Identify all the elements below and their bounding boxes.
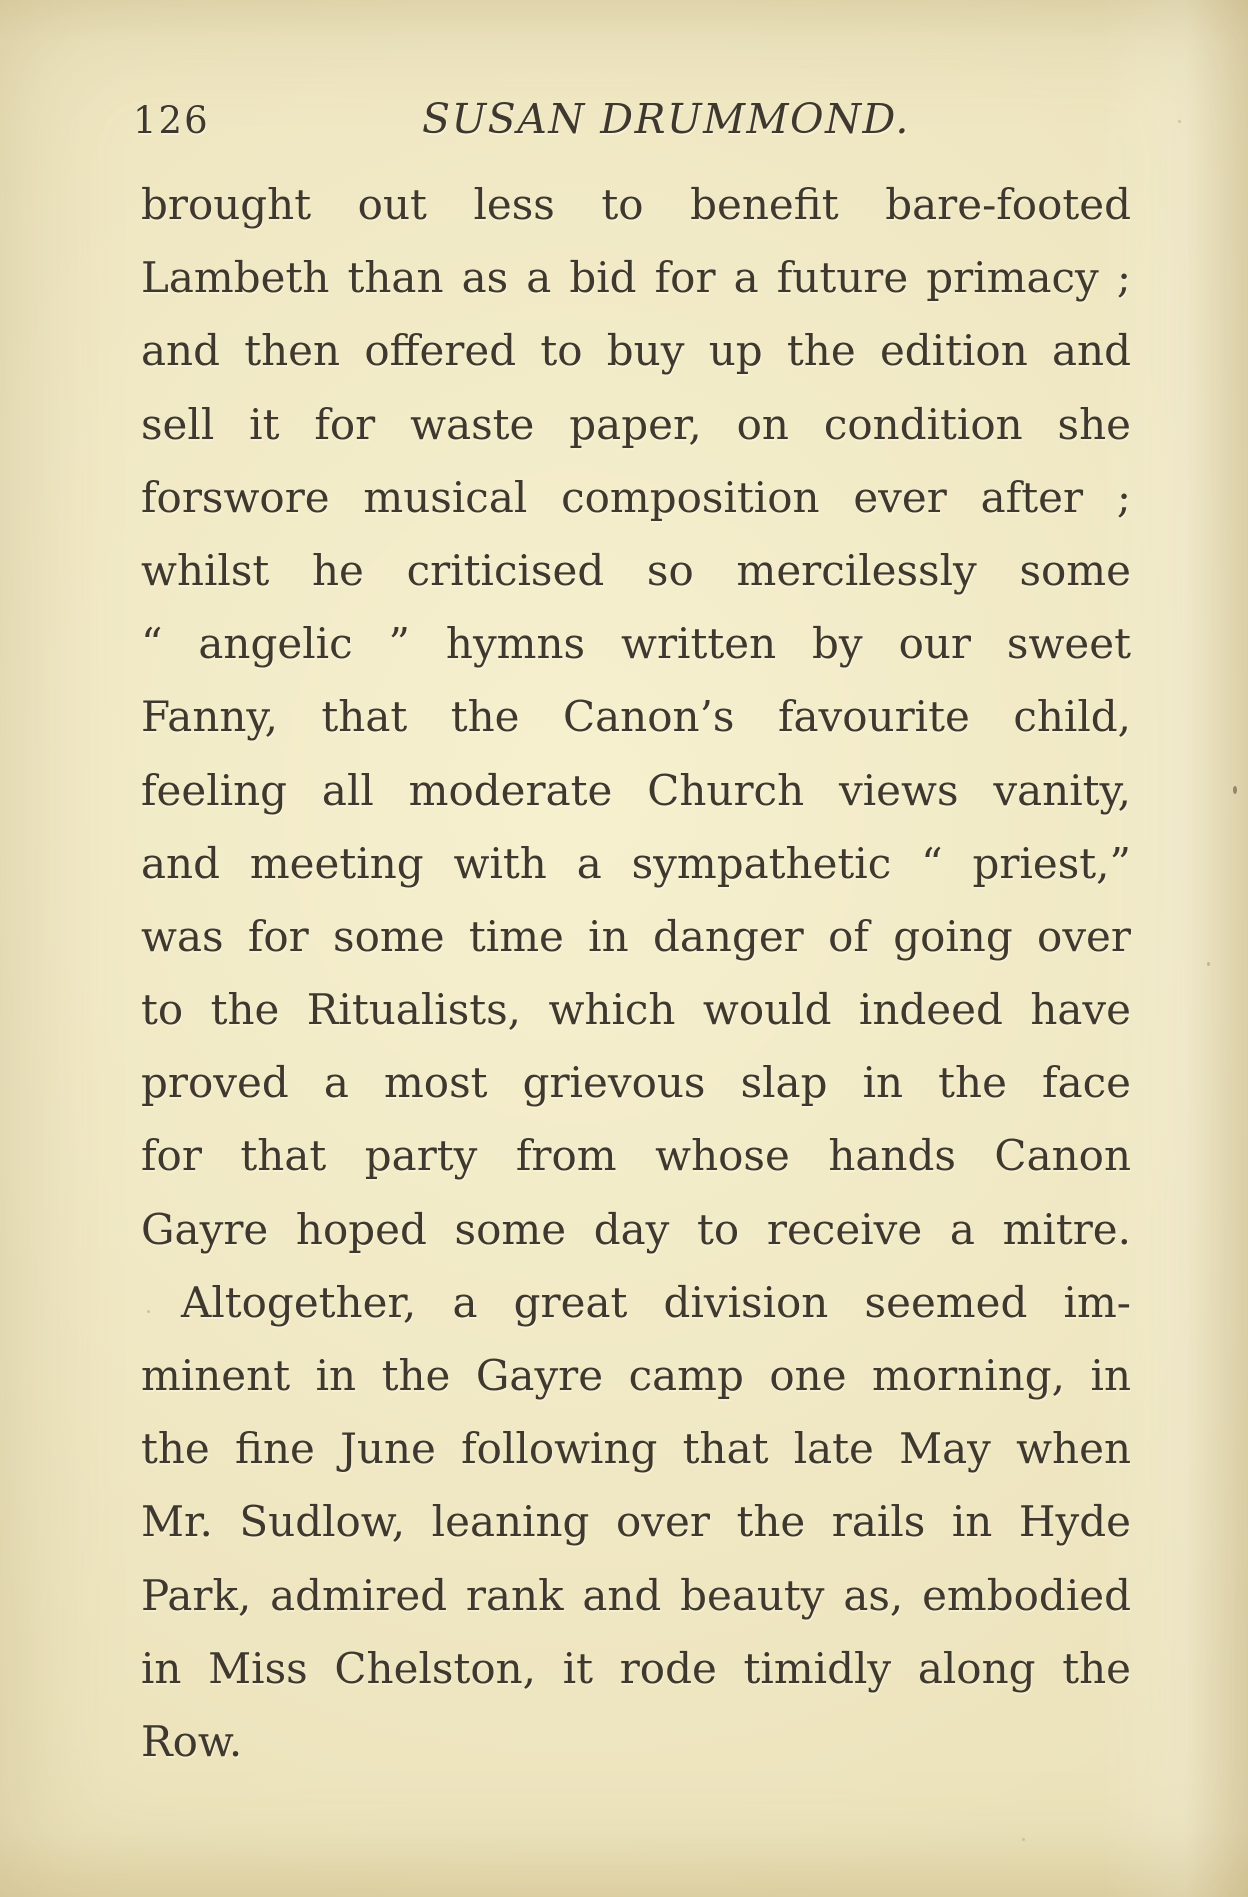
text-line: forswore musical composition ever after ;	[141, 472, 1131, 522]
paper-speck	[147, 1310, 150, 1313]
text-line paragraph-start: Altogether, a great division seemed im-	[181, 1277, 1131, 1327]
text-line: “ angelic ” hymns written by our sweet	[141, 619, 1131, 669]
paper-speck	[1022, 1838, 1025, 1841]
text-line: proved a most grievous slap in the face	[141, 1058, 1131, 1108]
text-line: whilst he criticised so mercilessly some	[141, 545, 1131, 595]
running-title: SUSAN DRUMMOND.	[422, 95, 910, 143]
text-line: feeling all moderate Church views vanity,	[141, 765, 1131, 815]
body-text	[141, 168, 1131, 1778]
text-line: sell it for waste paper, on condition she	[141, 399, 1131, 449]
text-line: Mr. Sudlow, leaning over the rails in Hyde	[141, 1497, 1131, 1547]
page-number: 126	[133, 99, 210, 142]
text-line: Lambeth than as a bid for a future primacy ;	[141, 253, 1131, 303]
text-line: in Miss Chelston, it rode timidly along the	[141, 1643, 1131, 1693]
text-line: the fine June following that late May when	[141, 1424, 1131, 1474]
text-line paragraph-end: Row.	[141, 1716, 243, 1766]
paper-speck	[1207, 962, 1210, 966]
text-line: and then offered to buy up the edition and	[141, 326, 1131, 376]
paper-speck	[1178, 120, 1181, 123]
text-line: brought out less to benefit bare-footed	[141, 180, 1131, 229]
text-line: Park, admired rank and beauty as, embodied	[141, 1570, 1131, 1620]
text-line: and meeting with a sympathetic “ priest,”	[141, 838, 1131, 888]
paper-speck	[1233, 786, 1237, 794]
text-line: Gayre hoped some day to receive a mitre.	[141, 1204, 1131, 1254]
text-line: to the Ritualists, which would indeed have	[141, 985, 1131, 1035]
text-line: Fanny, that the Canon’s favourite child,	[141, 692, 1131, 742]
running-head	[0, 0, 1248, 160]
text-line: for that party from whose hands Canon	[141, 1131, 1131, 1181]
text-line: was for some time in danger of going over	[141, 911, 1131, 961]
text-line: minent in the Gayre camp one morning, in	[141, 1351, 1131, 1400]
